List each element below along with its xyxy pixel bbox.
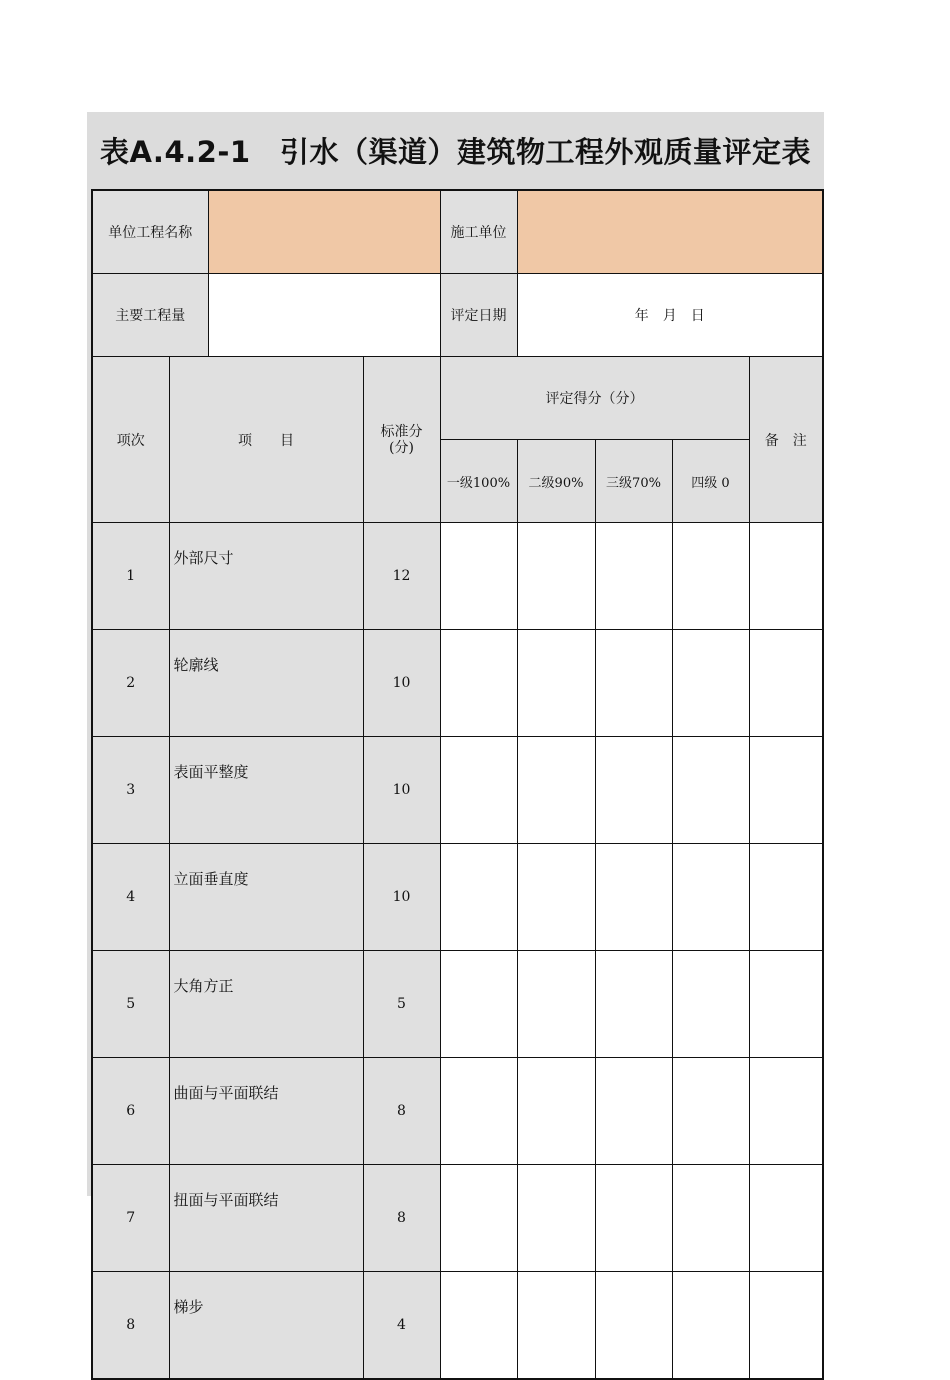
grade4-cell[interactable] [672,630,749,737]
remark-cell[interactable] [749,1272,823,1380]
main-quantity-label: 主要工程量 [92,274,208,357]
eval-date-field[interactable]: 年 月 日 [517,274,823,357]
grade3-cell[interactable] [595,1272,672,1380]
grade1-cell[interactable] [440,1272,517,1380]
grade2-cell[interactable] [517,844,595,951]
grade1-cell[interactable] [440,951,517,1058]
grade2-cell[interactable] [517,1165,595,1272]
table-row [92,1058,823,1165]
row-score: 4 [363,1272,440,1380]
remark-cell[interactable] [749,737,823,844]
grade2-cell[interactable] [517,1058,595,1165]
table-row [92,523,823,630]
row-item: 扭面与平面联结 [169,1165,363,1272]
remark-cell[interactable] [749,630,823,737]
row-score: 12 [363,523,440,630]
contractor-field[interactable] [517,190,823,274]
unit-project-label: 单位工程名称 [92,190,208,274]
grade1-cell[interactable] [440,630,517,737]
grade4-cell[interactable] [672,737,749,844]
grade1-cell[interactable] [440,844,517,951]
row-score: 10 [363,844,440,951]
grade4-cell[interactable] [672,1165,749,1272]
table-row [92,844,823,951]
grade3-header: 三级70% [595,440,672,523]
main-quantity-field[interactable] [208,274,440,357]
table-row [92,737,823,844]
remark-cell[interactable] [749,844,823,951]
grade3-cell[interactable] [595,523,672,630]
eval-score-header: 评定得分（分） [440,357,749,440]
row-score: 8 [363,1058,440,1165]
row-item: 外部尺寸 [169,523,363,630]
grade4-cell[interactable] [672,844,749,951]
grade4-header: 四级 0 [672,440,749,523]
index-header: 项次 [92,357,169,523]
row-item: 表面平整度 [169,737,363,844]
grade3-cell[interactable] [595,737,672,844]
grade3-cell[interactable] [595,630,672,737]
grade4-cell[interactable] [672,1272,749,1380]
table-row [92,1165,823,1272]
remark-cell[interactable] [749,1058,823,1165]
row-index: 8 [92,1272,169,1380]
remark-cell[interactable] [749,523,823,630]
row-item: 轮廓线 [169,630,363,737]
grade1-cell[interactable] [440,523,517,630]
grade4-cell[interactable] [672,1058,749,1165]
remark-cell[interactable] [749,1165,823,1272]
page-title: 表A.4.2-1 引水（渠道）建筑物工程外观质量评定表 [99,135,812,169]
remark-header: 备 注 [749,357,823,523]
grade1-cell[interactable] [440,737,517,844]
table-row [92,1272,823,1380]
row-score: 5 [363,951,440,1058]
row-index: 2 [92,630,169,737]
grade2-cell[interactable] [517,1272,595,1380]
contractor-label: 施工单位 [440,190,517,274]
grade2-header: 二级90% [517,440,595,523]
row-item: 梯步 [169,1272,363,1380]
grade3-cell[interactable] [595,844,672,951]
grade4-cell[interactable] [672,951,749,1058]
evaluation-sheet [87,112,824,1333]
grade2-cell[interactable] [517,951,595,1058]
row-index: 5 [92,951,169,1058]
remark-cell[interactable] [749,951,823,1058]
grade1-cell[interactable] [440,1058,517,1165]
info-row-1 [92,190,823,274]
eval-date-label: 评定日期 [440,274,517,357]
info-row-2 [92,274,823,357]
item-header: 项 目 [169,357,363,523]
row-index: 6 [92,1058,169,1165]
row-item: 立面垂直度 [169,844,363,951]
table-row [92,951,823,1058]
grade2-cell[interactable] [517,523,595,630]
grade1-cell[interactable] [440,1165,517,1272]
table-row [92,630,823,737]
row-score: 10 [363,737,440,844]
row-index: 1 [92,523,169,630]
grade4-cell[interactable] [672,523,749,630]
grade3-cell[interactable] [595,1165,672,1272]
row-score: 8 [363,1165,440,1272]
grade1-header: 一级100% [440,440,517,523]
row-index: 7 [92,1165,169,1272]
grade3-cell[interactable] [595,1058,672,1165]
grade3-cell[interactable] [595,951,672,1058]
standard-score-header: 标准分 (分) [363,357,440,523]
row-index: 3 [92,737,169,844]
grade2-cell[interactable] [517,737,595,844]
evaluation-table [91,189,824,1380]
header-row-1 [92,357,823,440]
row-item: 大角方正 [169,951,363,1058]
row-score: 10 [363,630,440,737]
row-index: 4 [92,844,169,951]
grade2-cell[interactable] [517,630,595,737]
unit-project-field[interactable] [208,190,440,274]
row-item: 曲面与平面联结 [169,1058,363,1165]
